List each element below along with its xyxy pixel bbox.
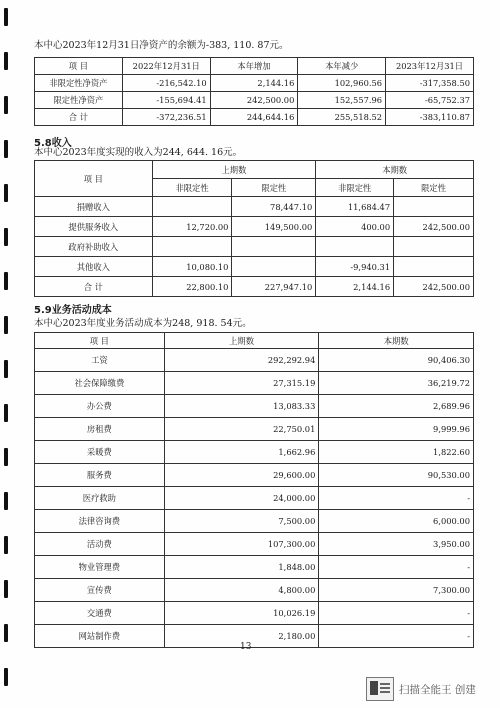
- header-previous: 上期数: [164, 333, 319, 349]
- row-label: 交通费: [35, 602, 165, 625]
- cell-value: 1,848.00: [164, 556, 319, 579]
- cell-value: -: [319, 625, 474, 648]
- table-row: [35, 92, 474, 109]
- table-row: [35, 197, 474, 217]
- cell-value: -372,236.51: [122, 109, 210, 126]
- table-row: [35, 487, 474, 510]
- table-row: [35, 277, 474, 297]
- cell-value: [394, 257, 474, 277]
- table-row: [35, 349, 474, 372]
- table-row: [35, 109, 474, 126]
- cell-value: 2,689.96: [319, 395, 474, 418]
- row-label: 服务费: [35, 464, 165, 487]
- cell-value: 29,600.00: [164, 464, 319, 487]
- table-row: [35, 464, 474, 487]
- row-label: 房租费: [35, 418, 165, 441]
- cell-value: [232, 237, 316, 257]
- cell-value: -155,694.41: [122, 92, 210, 109]
- cell-value: 13,083.33: [164, 395, 319, 418]
- cell-value: 27,315.19: [164, 372, 319, 395]
- header-decrease: 本年减少: [298, 58, 386, 75]
- row-label: 工资: [35, 349, 165, 372]
- header-end: 2023年12月31日: [386, 58, 474, 75]
- cell-value: 10,026.19: [164, 602, 319, 625]
- cell-value: 22,750.01: [164, 418, 319, 441]
- header-previous: 上期数: [152, 161, 316, 179]
- table-row: [35, 556, 474, 579]
- income-section-title: 5.8收入: [34, 138, 72, 149]
- row-label: 限定性净资产: [35, 92, 123, 109]
- row-label: 宣传费: [35, 579, 165, 602]
- cell-value: [394, 197, 474, 217]
- row-label: 非限定性净资产: [35, 75, 123, 92]
- table-row: [35, 257, 474, 277]
- row-label: 合 计: [35, 109, 123, 126]
- net-assets-header-row: [35, 58, 474, 75]
- table-row: [35, 75, 474, 92]
- cell-value: 2,180.00: [164, 625, 319, 648]
- costs-header-row: [35, 333, 474, 349]
- row-label: 法律咨询费: [35, 510, 165, 533]
- cell-value: 400.00: [316, 217, 394, 237]
- subheader-unrestricted: 非限定性: [152, 179, 232, 197]
- cell-value: 24,000.00: [164, 487, 319, 510]
- net-assets-intro: 本中心2023年12月31日净资产的余额为-383, 110. 87元。: [34, 40, 289, 51]
- table-row: [35, 625, 474, 648]
- cell-value: 255,518.52: [298, 109, 386, 126]
- subheader-unrestricted: 非限定性: [316, 179, 394, 197]
- cell-value: 152,557.96: [298, 92, 386, 109]
- row-label: 社会保障缴费: [35, 372, 165, 395]
- cell-value: 78,447.10: [232, 197, 316, 217]
- row-label: 网站制作费: [35, 625, 165, 648]
- row-label: 合 计: [35, 277, 153, 297]
- row-label: 物业管理费: [35, 556, 165, 579]
- cell-value: 10,080.10: [152, 257, 232, 277]
- cell-value: 1,822.60: [319, 441, 474, 464]
- cell-value: 107,300.00: [164, 533, 319, 556]
- row-label: 活动费: [35, 533, 165, 556]
- header-item: 项 目: [35, 58, 123, 75]
- cell-value: 90,530.00: [319, 464, 474, 487]
- cell-value: [152, 237, 232, 257]
- table-row: [35, 602, 474, 625]
- table-row: [35, 533, 474, 556]
- cell-value: -216,542.10: [122, 75, 210, 92]
- cell-value: -: [319, 556, 474, 579]
- income-table: [34, 160, 474, 297]
- cell-value: 292,292.94: [164, 349, 319, 372]
- income-intro: 本中心2023年度实现的收入为244, 644. 16元。: [34, 147, 243, 158]
- subheader-restricted: 限定性: [394, 179, 474, 197]
- cell-value: [152, 197, 232, 217]
- costs-table: [34, 332, 474, 648]
- row-label: 提供服务收入: [35, 217, 153, 237]
- income-header-row: [35, 161, 474, 179]
- cell-value: 244,644.16: [210, 109, 298, 126]
- costs-intro: 本中心2023年度业务活动成本为248, 918. 54元。: [34, 318, 252, 329]
- cell-value: 9,999.96: [319, 418, 474, 441]
- cell-value: 102,960.56: [298, 75, 386, 92]
- cell-value: 6,000.00: [319, 510, 474, 533]
- table-row: [35, 237, 474, 257]
- subheader-restricted: 限定性: [232, 179, 316, 197]
- row-label: 政府补助收入: [35, 237, 153, 257]
- cell-value: 7,500.00: [164, 510, 319, 533]
- cell-value: 90,406.30: [319, 349, 474, 372]
- net-assets-table: [34, 57, 474, 126]
- cell-value: 3,950.00: [319, 533, 474, 556]
- cell-value: 2,144.16: [210, 75, 298, 92]
- cell-value: -317,358.50: [386, 75, 474, 92]
- cell-value: 149,500.00: [232, 217, 316, 237]
- cell-value: -: [319, 602, 474, 625]
- cell-value: 1,662.96: [164, 441, 319, 464]
- cell-value: 242,500.00: [394, 277, 474, 297]
- table-row: [35, 418, 474, 441]
- cell-value: 11,684.47: [316, 197, 394, 217]
- watermark-text: 扫描全能王 创建: [399, 683, 476, 696]
- cell-value: 227,947.10: [232, 277, 316, 297]
- cell-value: -: [319, 487, 474, 510]
- cell-value: -65,752.37: [386, 92, 474, 109]
- header-current: 本期数: [319, 333, 474, 349]
- cell-value: 242,500.00: [394, 217, 474, 237]
- table-row: [35, 510, 474, 533]
- cell-value: 22,800.10: [152, 277, 232, 297]
- cell-value: 2,144.16: [316, 277, 394, 297]
- header-current: 本期数: [316, 161, 474, 179]
- cell-value: 242,500.00: [210, 92, 298, 109]
- costs-section-title: 5.9业务活动成本: [34, 305, 112, 316]
- page-number: 13: [240, 642, 252, 652]
- header-item: 项 目: [35, 333, 165, 349]
- camscanner-logo-icon: [366, 677, 394, 701]
- header-start: 2022年12月31日: [122, 58, 210, 75]
- row-label: 其他收入: [35, 257, 153, 277]
- cell-value: [316, 237, 394, 257]
- row-label: 采暖费: [35, 441, 165, 464]
- table-row: [35, 579, 474, 602]
- table-row: [35, 217, 474, 237]
- cell-value: -9,940.31: [316, 257, 394, 277]
- cell-value: -383,110.87: [386, 109, 474, 126]
- scanner-watermark: [366, 676, 496, 702]
- cell-value: 36,219.72: [319, 372, 474, 395]
- cell-value: [394, 237, 474, 257]
- row-label: 办公费: [35, 395, 165, 418]
- table-row: [35, 395, 474, 418]
- row-label: 捐赠收入: [35, 197, 153, 217]
- binding-marks: [4, 0, 10, 708]
- table-row: [35, 441, 474, 464]
- row-label: 医疗救助: [35, 487, 165, 510]
- cell-value: [232, 257, 316, 277]
- cell-value: 4,800.00: [164, 579, 319, 602]
- header-increase: 本年增加: [210, 58, 298, 75]
- table-row: [35, 372, 474, 395]
- cell-value: 12,720.00: [152, 217, 232, 237]
- cell-value: 7,300.00: [319, 579, 474, 602]
- header-item: 项 目: [35, 161, 153, 197]
